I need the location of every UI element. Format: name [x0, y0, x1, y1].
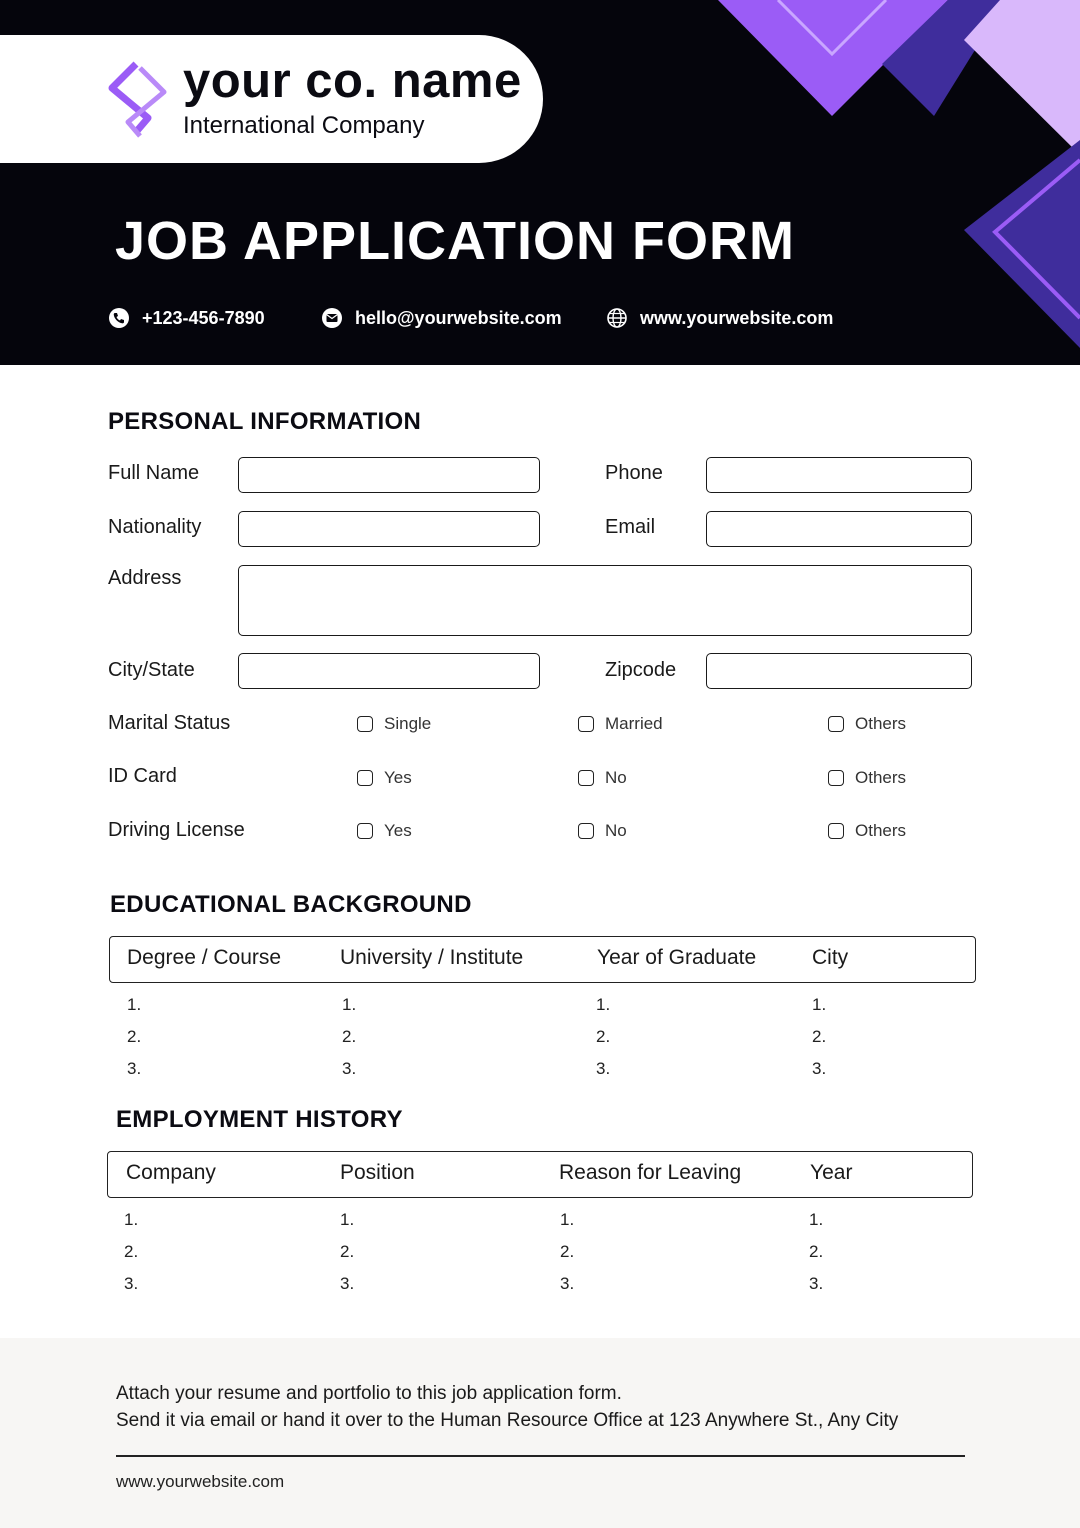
employment-row-number: 2. [809, 1242, 824, 1261]
option-label: Single [384, 714, 432, 733]
education-row-number: 3. [342, 1059, 357, 1078]
education-col-city: City [812, 946, 849, 969]
employment-row-number: 3. [560, 1274, 575, 1293]
company-subtitle: International Company [183, 112, 425, 139]
option-label: Others [855, 768, 907, 787]
option-label: Yes [384, 768, 412, 787]
website-text: www.yourwebsite.com [640, 307, 834, 328]
label-marital-status: Marital Status [108, 712, 231, 734]
full-name-input[interactable] [238, 457, 540, 493]
checkbox-icon [578, 823, 594, 839]
email-text: hello@yourwebsite.com [355, 307, 562, 328]
checkbox-id-others[interactable] [828, 768, 906, 788]
globe-icon [606, 307, 628, 329]
employment-row-number: 1. [809, 1210, 824, 1229]
education-row-number: 3. [812, 1059, 827, 1078]
city-state-input[interactable] [238, 653, 540, 689]
checkbox-icon [357, 716, 373, 732]
checkbox-icon [578, 770, 594, 786]
company-logo-icon [106, 60, 170, 140]
checkbox-id-yes[interactable] [357, 768, 412, 788]
employment-col-reason: Reason for Leaving [559, 1161, 742, 1184]
contact-email [321, 305, 562, 331]
section-title-employment: EMPLOYMENT HISTORY [116, 1106, 403, 1133]
company-name: your co. name [183, 54, 522, 108]
label-driving-license: Driving License [108, 819, 245, 841]
checkbox-marital-single[interactable] [357, 714, 431, 734]
education-row-number: 2. [596, 1027, 611, 1046]
phone-icon [108, 307, 130, 329]
phone-text: +123-456-7890 [142, 307, 265, 328]
employment-row-number: 1. [340, 1210, 355, 1229]
employment-row-number: 1. [560, 1210, 575, 1229]
label-email: Email [605, 516, 656, 538]
footer [0, 1338, 1080, 1528]
section-title-personal: PERSONAL INFORMATION [108, 408, 422, 435]
education-row-number: 1. [342, 995, 357, 1014]
page-title: JOB APPLICATION FORM [115, 211, 795, 271]
label-full-name: Full Name [108, 462, 200, 484]
label-city-state: City/State [108, 659, 195, 681]
email-icon [321, 307, 343, 329]
employment-row-number: 3. [809, 1274, 824, 1293]
checkbox-icon [357, 770, 373, 786]
option-label: Yes [384, 821, 412, 840]
employment-row-number: 2. [340, 1242, 355, 1261]
checkbox-icon [578, 716, 594, 732]
option-label: Others [855, 821, 907, 840]
footer-instruction-2: Send it via email or hand it over to the Human Resource Office at 123 Anywhere St., Any City [116, 1410, 899, 1431]
education-row-number: 2. [812, 1027, 827, 1046]
education-row-number: 1. [127, 995, 142, 1014]
email-input[interactable] [706, 511, 972, 547]
employment-row-number: 2. [124, 1242, 139, 1261]
checkbox-icon [828, 823, 844, 839]
checkbox-license-no[interactable] [578, 821, 627, 841]
label-id-card: ID Card [108, 765, 177, 787]
footer-divider [116, 1455, 965, 1457]
footer-website: www.yourwebsite.com [116, 1472, 285, 1491]
education-row-number: 1. [812, 995, 827, 1014]
education-row-number: 3. [596, 1059, 611, 1078]
section-title-education: EDUCATIONAL BACKGROUND [110, 891, 472, 918]
label-zipcode: Zipcode [605, 659, 677, 681]
checkbox-license-yes[interactable] [357, 821, 412, 841]
checkbox-icon [357, 823, 373, 839]
header-banner [0, 0, 1080, 365]
label-phone: Phone [605, 462, 663, 484]
employment-col-company: Company [126, 1161, 216, 1184]
employment-col-position: Position [340, 1161, 415, 1184]
education-col-degree: Degree / Course [127, 946, 282, 969]
employment-row-number: 1. [124, 1210, 139, 1229]
employment-row-number: 2. [560, 1242, 575, 1261]
employment-col-year: Year [810, 1161, 853, 1184]
employment-row-number: 3. [340, 1274, 355, 1293]
education-row-number: 1. [596, 995, 611, 1014]
checkbox-marital-married[interactable] [578, 714, 663, 734]
option-label: No [605, 821, 627, 840]
contact-website [606, 305, 833, 331]
nationality-input[interactable] [238, 511, 540, 547]
education-row-number: 2. [342, 1027, 357, 1046]
phone-input[interactable] [706, 457, 972, 493]
footer-instruction-1: Attach your resume and portfolio to this job application form. [116, 1383, 622, 1404]
checkbox-marital-others[interactable] [828, 714, 906, 734]
address-input[interactable] [238, 565, 972, 636]
zipcode-input[interactable] [706, 653, 972, 689]
label-nationality: Nationality [108, 516, 202, 538]
education-row-number: 2. [127, 1027, 142, 1046]
option-label: Others [855, 714, 907, 733]
checkbox-license-others[interactable] [828, 821, 906, 841]
contact-phone [108, 305, 265, 331]
checkbox-id-no[interactable] [578, 768, 627, 788]
checkbox-icon [828, 770, 844, 786]
label-address: Address [108, 567, 182, 589]
checkbox-icon [828, 716, 844, 732]
option-label: Married [605, 714, 663, 733]
option-label: No [605, 768, 627, 787]
employment-row-number: 3. [124, 1274, 139, 1293]
education-col-year: Year of Graduate [597, 946, 757, 969]
education-col-university: University / Institute [340, 946, 524, 969]
education-row-number: 3. [127, 1059, 142, 1078]
